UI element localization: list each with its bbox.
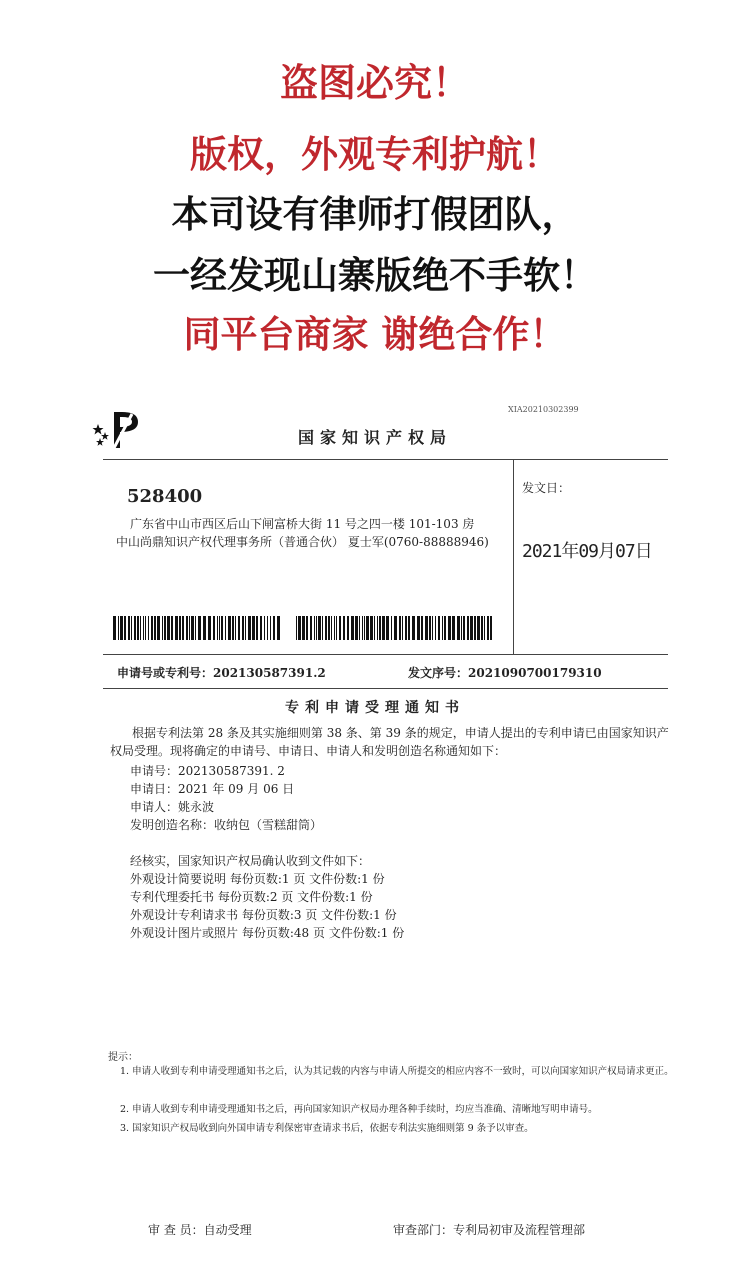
application-date: 申请日：2021 年 09 月 06 日	[130, 782, 295, 796]
tips-label: 提示：	[108, 1052, 138, 1063]
title-rule	[103, 688, 668, 689]
agent-name: 中山尚鼎知识产权代理事务所（普通合伙） 夏士军(0760-88888946)	[116, 535, 489, 549]
banner-line-3: 本司设有律师打假团队，	[171, 193, 579, 236]
banner-line-1: 盗图必究！	[279, 61, 470, 105]
file-item: 外观设计简要说明 每份页数:1 页 文件份数:1 份	[130, 872, 385, 886]
received-intro: 经核实，国家知识产权局确认收到文件如下：	[130, 854, 371, 868]
address-rule	[103, 654, 668, 655]
examiner: 审 查 员：自动受理	[148, 1223, 252, 1237]
sent-date-label: 发文日：	[522, 481, 571, 495]
recipient-address: 广东省中山市西区后山下闸富桥大街 11 号之四一楼 101-103 房	[130, 517, 475, 531]
agency-name: 国家知识产权局	[297, 428, 452, 447]
application-number-line: 申请号或专利号：202130587391.2	[117, 666, 326, 680]
column-divider	[513, 459, 514, 654]
tip-item: 1. 申请人收到专利申请受理通知书之后，认为其记载的内容与申请人所提交的相应内容不一致时，可以向国家知识产权局请求更正。	[120, 1066, 674, 1077]
postcode: 528400	[127, 486, 203, 507]
applicant: 申请人：姚永波	[130, 800, 215, 814]
send-serial-line: 发文序号：2021090700179310	[408, 666, 602, 680]
sent-date: 2021年09月07日	[522, 541, 652, 562]
examining-department: 审查部门：专利局初审及流程管理部	[393, 1223, 586, 1237]
banner-line-5: 同平台商家 谢绝合作！	[183, 313, 567, 356]
barcode-right	[296, 616, 493, 640]
notice-title: 专利申请受理通知书	[285, 700, 465, 716]
tip-item: 2. 申请人收到专利申请受理通知书之后，再向国家知识产权局办理各种手续时，均应当准确、清晰地写明申请号。	[120, 1104, 598, 1115]
file-item: 专利代理委托书 每份页数:2 页 文件份数:1 份	[130, 890, 373, 904]
invention-name: 发明创造名称：收纳包（雪糕甜筒）	[130, 818, 323, 832]
barcode-left	[113, 616, 280, 640]
file-item: 外观设计图片或照片 每份页数:48 页 文件份数:1 份	[130, 926, 405, 940]
header-rule	[103, 459, 668, 460]
tip-item: 3. 国家知识产权局收到向外国申请专利保密审查请求书后，依据专利法实施细则第 9 条予以审查。	[120, 1123, 534, 1134]
banner-line-2: 版权，外观专利护航！	[190, 133, 560, 176]
banner-line-4: 一经发现山寨版绝不手软！	[153, 254, 597, 297]
document-id: XIA20210302399	[508, 405, 579, 414]
file-item: 外观设计专利请求书 每份页数:3 页 文件份数:1 份	[130, 908, 397, 922]
application-number: 申请号：202130587391. 2	[130, 764, 285, 778]
intro-paragraph: 根据专利法第 28 条及其实施细则第 38 条、第 39 条的规定，申请人提出的专利申请已由国家知识产权局受理。现将确定的申请号、申请日、申请人和发明创造名称通知如下：	[110, 726, 669, 758]
